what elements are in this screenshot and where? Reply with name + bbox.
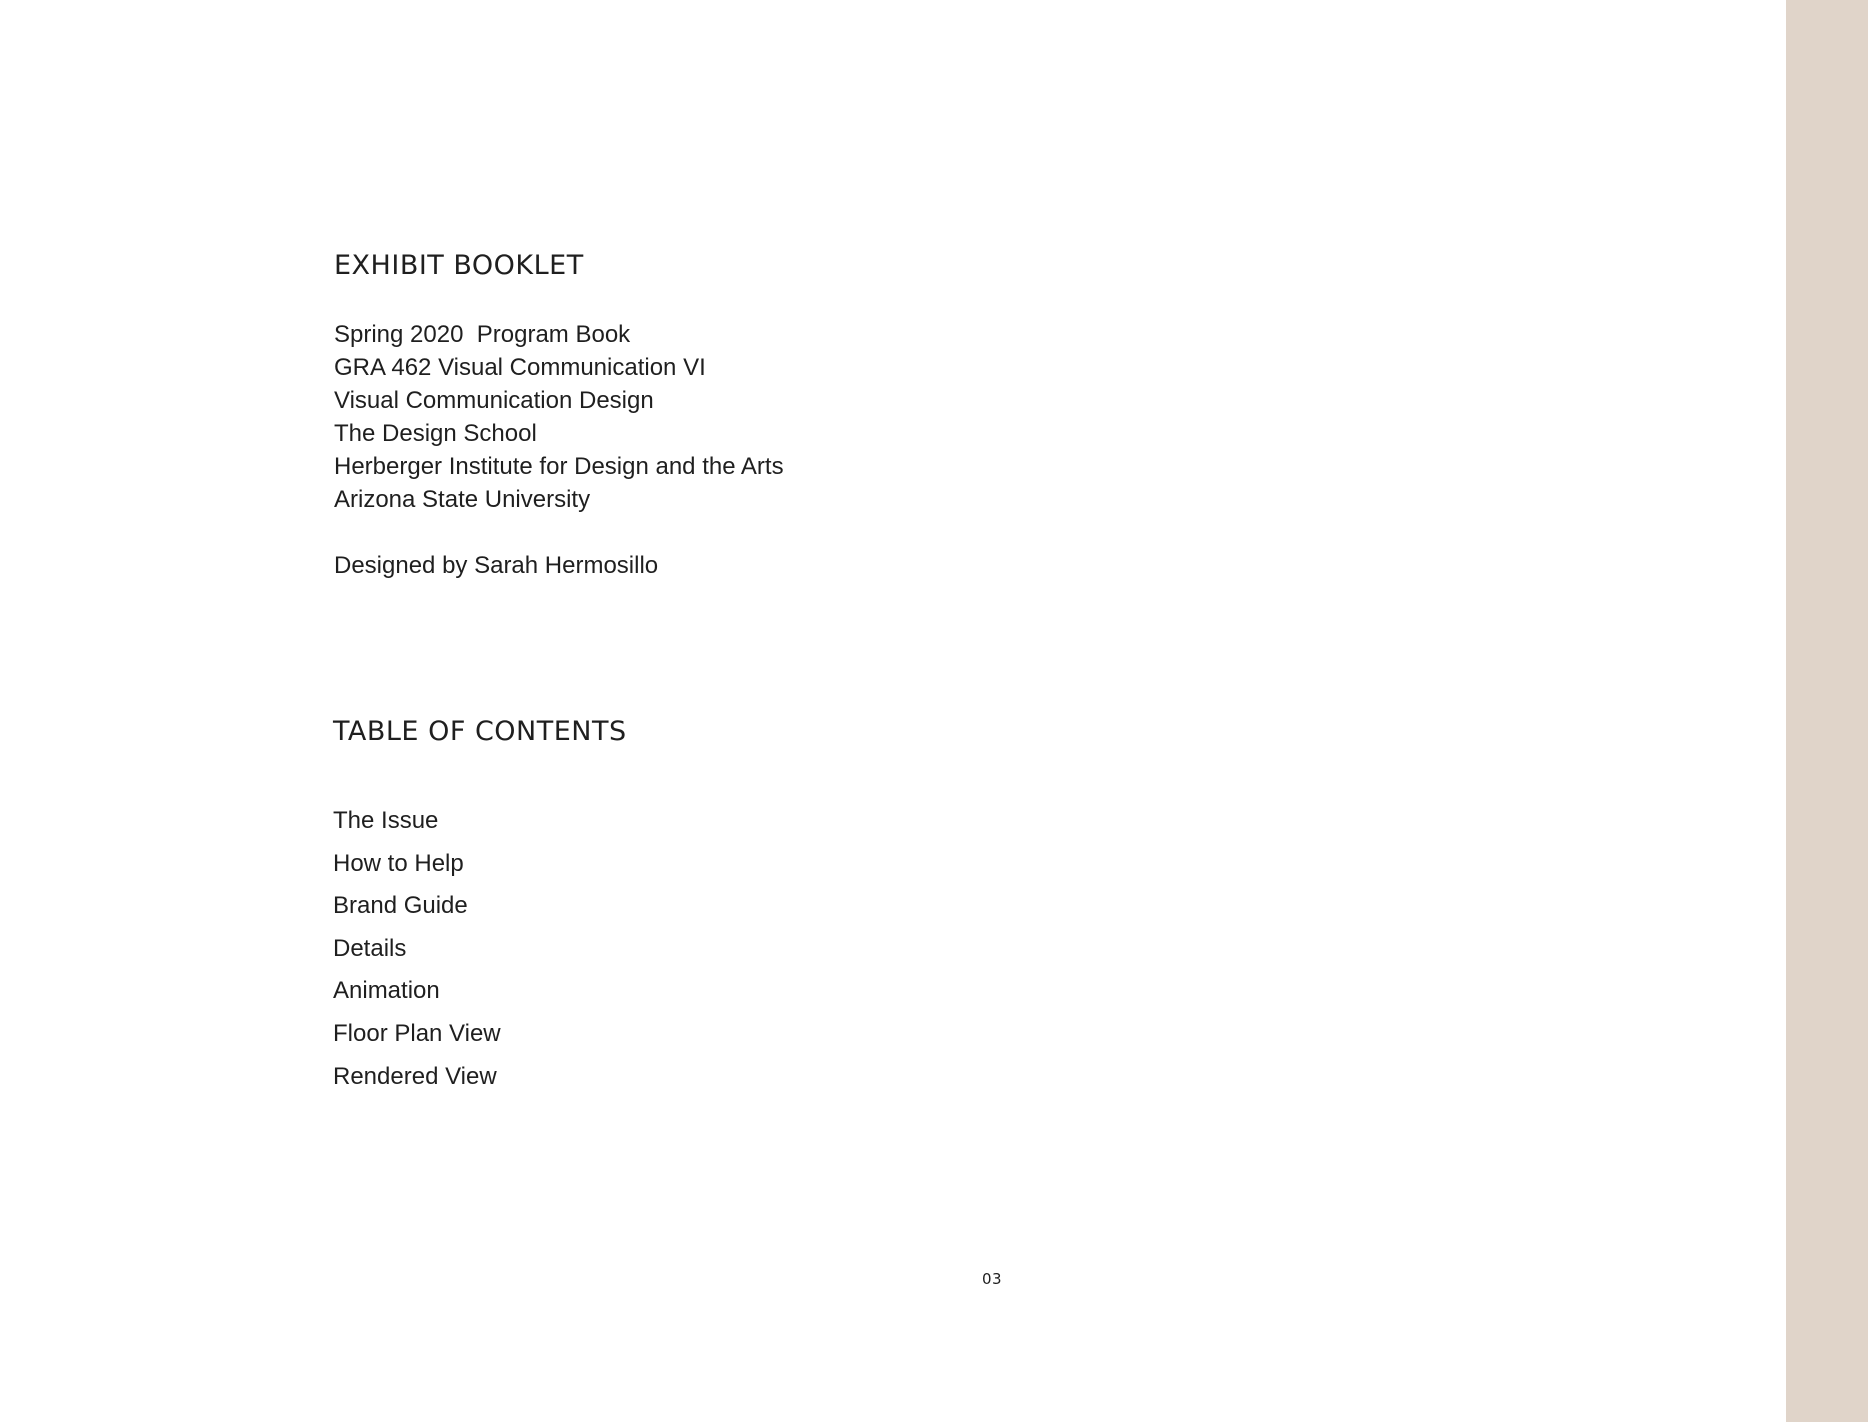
info-line-institute: Herberger Institute for Design and the Arts bbox=[334, 453, 784, 480]
toc-item-how-to-help[interactable]: How to Help bbox=[333, 849, 464, 877]
exhibit-booklet-heading: EXHIBIT BOOKLET bbox=[334, 250, 584, 281]
booklet-info-block bbox=[334, 318, 784, 516]
info-line-program: Spring 2020 Program Book bbox=[334, 321, 631, 348]
info-line-university: Arizona State University bbox=[334, 486, 591, 513]
toc-list bbox=[333, 800, 501, 1098]
designer-credit: Designed by Sarah Hermosillo bbox=[334, 552, 659, 579]
table-of-contents-heading: TABLE OF CONTENTS bbox=[333, 716, 627, 747]
toc-item-animation[interactable]: Animation bbox=[333, 977, 440, 1005]
page-number: 03 bbox=[982, 1270, 1003, 1288]
toc-item-the-issue[interactable]: The Issue bbox=[333, 807, 439, 834]
info-line-program-name: Visual Communication Design bbox=[334, 387, 654, 414]
info-line-course: GRA 462 Visual Communication VI bbox=[334, 354, 706, 381]
toc-item-brand-guide[interactable]: Brand Guide bbox=[333, 892, 468, 920]
info-line-school: The Design School bbox=[334, 420, 537, 447]
toc-item-rendered-view[interactable]: Rendered View bbox=[333, 1062, 497, 1090]
toc-item-details[interactable]: Details bbox=[333, 934, 407, 962]
side-color-band bbox=[1786, 0, 1868, 1422]
toc-item-floor-plan-view[interactable]: Floor Plan View bbox=[333, 1019, 501, 1047]
